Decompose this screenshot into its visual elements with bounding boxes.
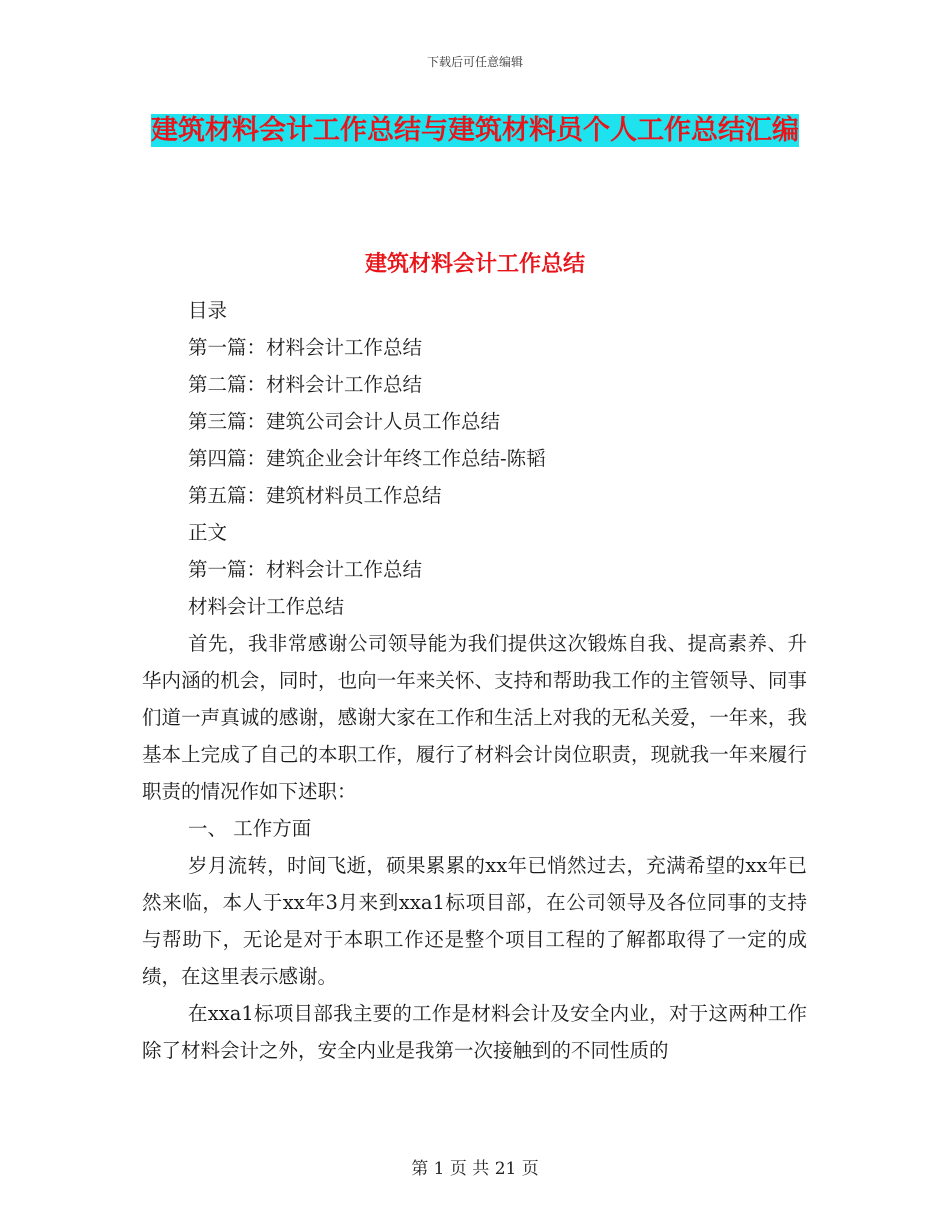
paragraph: 在xxa1标项目部我主要的工作是材料会计及安全内业，对于这两种工作除了材料会计之外，安全内业是我第一次接触到的不同性质的 (142, 1002, 807, 1062)
body-heading: 正文 (188, 521, 228, 544)
toc-item: 第四篇：建筑企业会计年终工作总结-陈韬 (188, 447, 546, 470)
section-title: 建筑材料会计工作总结 (364, 252, 585, 277)
toc-heading: 目录 (188, 299, 228, 322)
document-main-title (120, 108, 830, 154)
toc-item: 第一篇：材料会计工作总结 (188, 336, 423, 359)
page-header-note: 下载后可任意编辑 (426, 55, 523, 69)
paragraph: 岁月流转，时间飞逝，硕果累累的xx年已悄然过去，充满希望的xx年已然来临，本人于xx年3月来到xxa1标项目部，在公司领导及各位同事的支持与帮助下，无论是对于本职工作还是整个项目工程的了解都取得了一定的成绩，在这里表示感谢。 (142, 854, 807, 988)
section-heading: 一、 工作方面 (188, 817, 312, 840)
toc-item: 第三篇：建筑公司会计人员工作总结 (188, 410, 501, 433)
document-body (142, 292, 807, 1069)
page-number: 第 1 页 共 21 页 (411, 1159, 539, 1179)
paragraph: 首先，我非常感谢公司领导能为我们提供这次锻炼自我、提高素养、升华内涵的机会，同时，也向一年来关怀、支持和帮助我工作的主管领导、同事们道一声真诚的感谢，感谢大家在工作和生活上对我的无私关爱，一年来，我基本上完成了自己的本职工作，履行了材料会计岗位职责，现就我一年来履行职责的情况作如下述职： (142, 632, 807, 803)
toc-item: 第五篇：建筑材料员工作总结 (188, 484, 442, 507)
toc-item: 第二篇：材料会计工作总结 (188, 373, 423, 396)
main-title-text: 建筑材料会计工作总结与建筑材料员个人工作总结汇编 (151, 115, 799, 146)
chapter-title: 第一篇：材料会计工作总结 (188, 558, 423, 581)
chapter-subtitle: 材料会计工作总结 (188, 595, 345, 618)
